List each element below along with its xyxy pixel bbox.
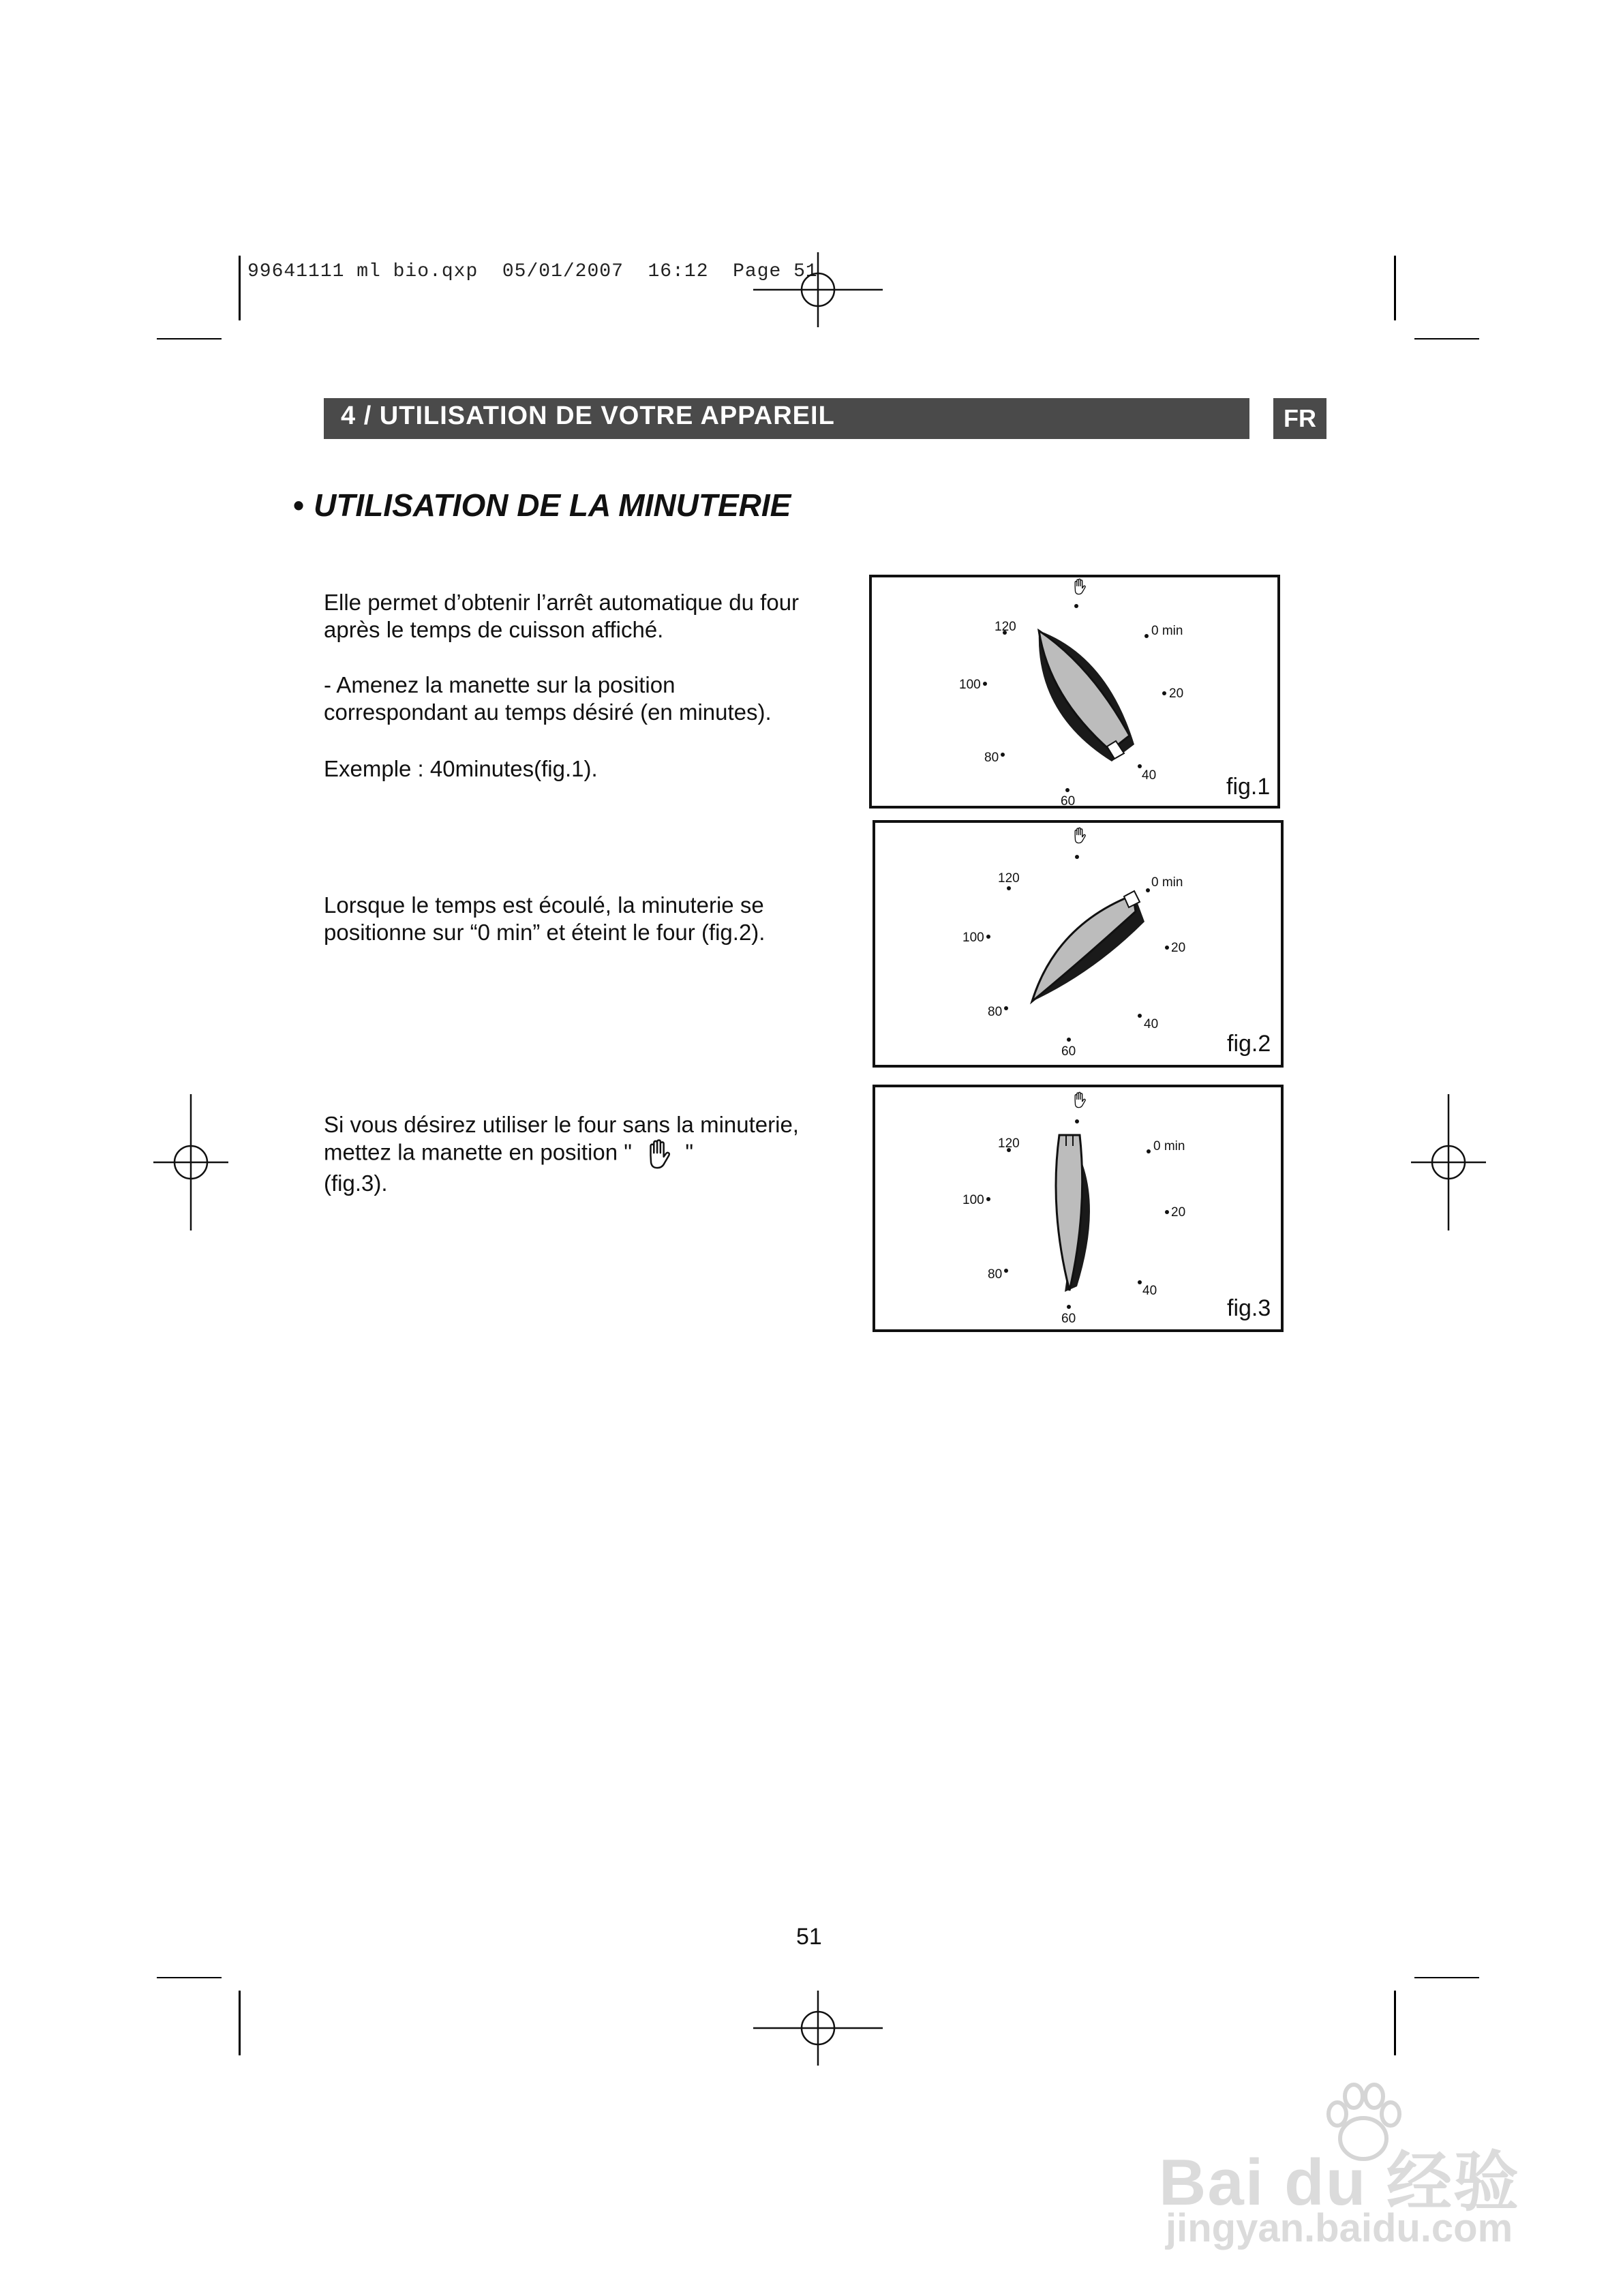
print-slug: 99641111 ml bio.qxp 05/01/2007 16:12 Page 51: [247, 261, 818, 282]
registration-mark-bottom: [750, 1991, 886, 2066]
bullet: •: [293, 487, 305, 523]
crop-mark: [157, 1977, 222, 1978]
dial-label-60: 60: [1061, 1044, 1076, 1059]
figure-3: [873, 1085, 1284, 1332]
timer-knob: [1039, 631, 1134, 761]
hand-icon: [645, 1138, 672, 1170]
crop-mark: [1414, 1977, 1479, 1978]
dial-label-80: 80: [988, 1267, 1003, 1282]
hand-icon: [1075, 828, 1085, 843]
paragraph-manual-ref: (fig.3).: [324, 1170, 388, 1196]
paragraph-manual-quote: ": [685, 1139, 694, 1165]
section-title-text: UTILISATION DE LA MINUTERIE: [314, 487, 791, 523]
dial-label-120: 120: [998, 871, 1020, 886]
dial-label-0min: 0 min: [1151, 875, 1183, 890]
dial-label-20: 20: [1171, 1205, 1186, 1220]
hand-icon: [1075, 1092, 1085, 1107]
language-badge: FR: [1273, 398, 1326, 439]
figure-2: [873, 820, 1284, 1068]
dial-label-0min: 0 min: [1151, 624, 1183, 638]
chapter-title: 4 / UTILISATION DE VOTRE APPAREIL: [341, 402, 835, 430]
dial-label-60: 60: [1061, 1312, 1076, 1326]
dial-label-0min: 0 min: [1153, 1139, 1185, 1153]
figure-1-label: fig.1: [1226, 774, 1271, 800]
hand-icon: [1075, 579, 1085, 594]
dial-label-40: 40: [1144, 1017, 1159, 1031]
crop-mark: [1394, 256, 1396, 320]
crop-mark: [239, 1991, 241, 2055]
dial-label-20: 20: [1171, 941, 1186, 955]
paragraph-manual: [324, 1111, 815, 1197]
page-number: 51: [796, 1924, 822, 1950]
paragraph-timer-end: Lorsque le temps est écoulé, la minuterie se positionne sur “0 min” et éteint le four (fig.2).: [324, 892, 765, 945]
dial-label-100: 100: [962, 1193, 984, 1207]
timer-knob: [1032, 891, 1144, 1001]
crop-mark: [157, 338, 222, 339]
paragraph-example: Exemple : 40minutes(fig.1).: [324, 756, 598, 781]
timer-dial-fig1: [872, 577, 1277, 806]
section-title: [293, 487, 791, 524]
watermark-url: jingyan.baidu.com: [1166, 2206, 1513, 2250]
registration-mark-left: [153, 1094, 228, 1230]
dial-label-120: 120: [998, 1136, 1020, 1151]
dial-label-20: 20: [1169, 686, 1184, 701]
figure-1: [869, 575, 1280, 809]
dial-label-100: 100: [962, 931, 984, 945]
dial-label-120: 120: [995, 620, 1016, 634]
figure-3-label: fig.3: [1227, 1295, 1271, 1321]
figure-2-label: fig.2: [1227, 1031, 1271, 1057]
watermark: [1159, 2089, 1568, 2250]
dial-label-80: 80: [988, 1005, 1003, 1019]
paragraph-manual-text: Si vous désirez utiliser le four sans la minuterie, mettez la manette en position ": [324, 1112, 799, 1165]
crop-mark: [1414, 338, 1479, 339]
dial-label-80: 80: [984, 751, 999, 765]
dial-label-40: 40: [1142, 1284, 1157, 1298]
dial-label-40: 40: [1142, 768, 1157, 783]
timer-dial-fig2: [875, 823, 1281, 1065]
registration-mark-top: [750, 252, 886, 327]
paragraph-intro: Elle permet d’obtenir l’arrêt automatique du four après le temps de cuisson affiché.: [324, 590, 800, 642]
timer-knob: [1056, 1135, 1090, 1292]
crop-mark: [1394, 1991, 1396, 2055]
dial-label-100: 100: [959, 678, 981, 692]
crop-mark: [239, 256, 241, 320]
paragraph-instruction: - Amenez la manette sur la position correspondant au temps désiré (en minutes).: [324, 672, 772, 725]
watermark-brand: Bai du 经验: [1159, 2146, 1521, 2219]
dial-label-60: 60: [1061, 794, 1076, 806]
timer-dial-fig3: [875, 1087, 1281, 1329]
registration-mark-right: [1411, 1094, 1486, 1230]
